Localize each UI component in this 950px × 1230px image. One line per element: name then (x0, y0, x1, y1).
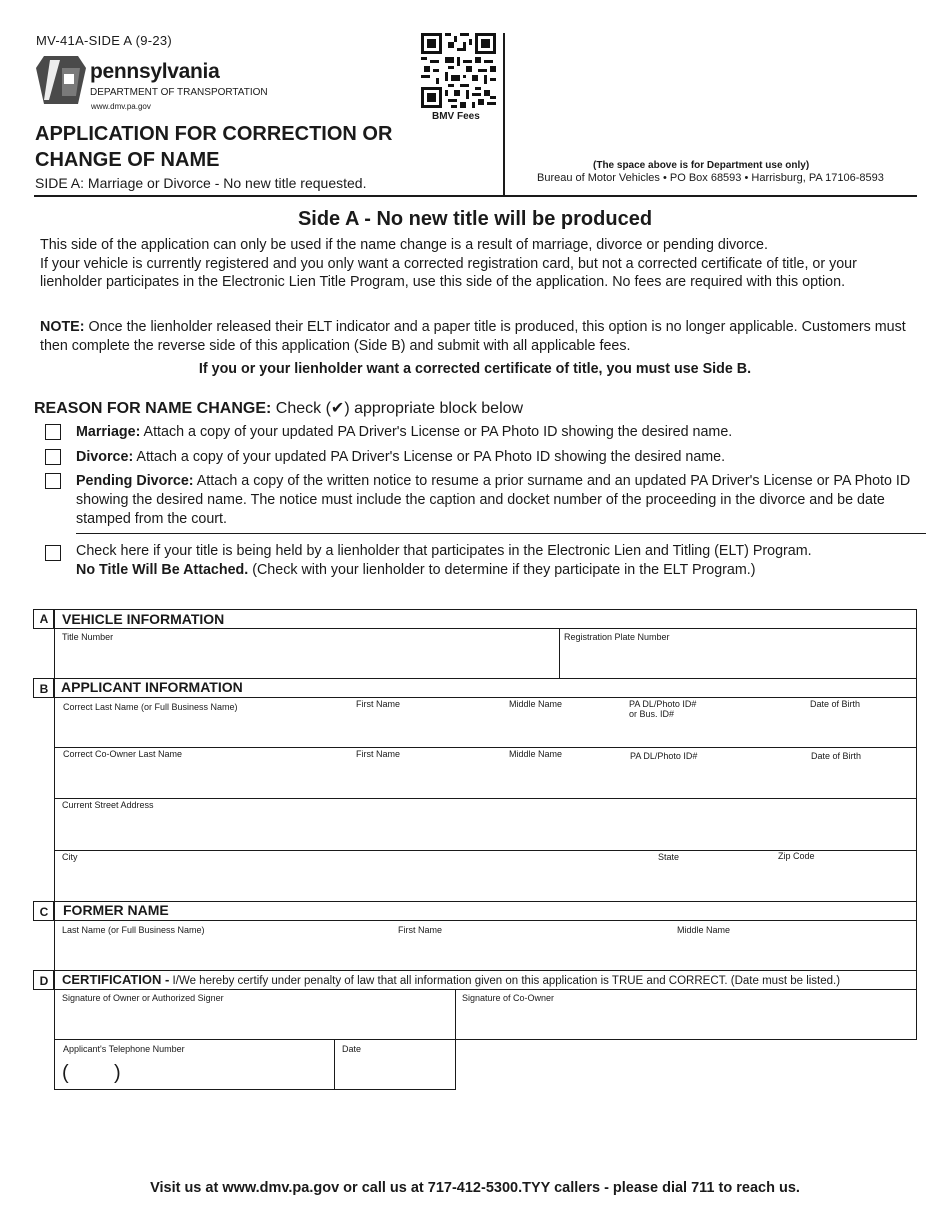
footer-contact: Visit us at www.dmv.pa.gov or call us at 717-412-5300.TYY callers - please dial 711 to reach us. (150, 1180, 800, 1196)
marriage-option-label: Marriage: (76, 424, 141, 440)
bureau-address: Bureau of Motor Vehicles • PO Box 68593 • Harrisburg, PA 17106-8593 (537, 172, 884, 184)
date-label: Date (342, 1044, 362, 1054)
applicant-dl-label-line2: or Bus. ID# (629, 709, 675, 719)
page-title-line1: APPLICATION FOR CORRECTION OR (35, 123, 393, 145)
elt-option-note (76, 561, 918, 580)
title-number-label: Title Number (62, 632, 114, 642)
reason-separator (76, 533, 926, 534)
pending-divorce-option-label: Pending Divorce: (76, 473, 194, 489)
applicant-first-name-label: First Name (356, 699, 401, 709)
street-address-label: Current Street Address (62, 800, 154, 810)
department-name: DEPARTMENT OF TRANSPORTATION (90, 87, 268, 98)
page-title (35, 121, 392, 173)
marriage-option (76, 423, 918, 442)
note-text (40, 318, 920, 355)
header-rule (34, 195, 917, 197)
page-subtitle: SIDE A: Marriage or Divorce - No new title requested. (35, 175, 367, 191)
applicant-dl-label (629, 699, 696, 719)
applicant-middle-name-label: Middle Name (509, 699, 563, 709)
intro-paragraph-1: This side of the application can only be used if the name change is a result of marriage, divorce or pending divorce. (40, 237, 768, 253)
state-label: State (658, 852, 680, 862)
divorce-checkbox[interactable] (45, 449, 61, 465)
section-b-letter: B (39, 682, 49, 696)
note-label: NOTE: (40, 319, 85, 335)
pending-divorce-option-text: Attach a copy of the written notice to resume a prior surname and an updated PA Driver's License or PA Photo ID showing the desired name. The notice must include the caption and docket number of the proceeding in the divorce and be date stamped from the court. (76, 473, 911, 527)
registration-plate-label: Registration Plate Number (564, 632, 670, 642)
former-middle-name-label: Middle Name (677, 925, 731, 935)
area-code-close-paren: ) (114, 1062, 121, 1084)
applicant-last-name-label: Correct Last Name (or Full Business Name) (63, 702, 238, 712)
certification-text: I/We hereby certify under penalty of law that all information given on this application is TRUE and CORRECT. (Date must be listed.) (169, 975, 841, 987)
header-divider (503, 33, 505, 195)
website-url: www.dmv.pa.gov (91, 102, 151, 111)
bmv-fees-label: BMV Fees (432, 111, 480, 122)
pending-divorce-option (76, 472, 918, 529)
certification-statement (62, 972, 840, 987)
owner-signature-label: Signature of Owner or Authorized Signer (62, 993, 224, 1003)
intro-text (40, 236, 920, 292)
marriage-checkbox[interactable] (45, 424, 61, 440)
section-d-title: CERTIFICATION - (62, 972, 170, 987)
street-address-field[interactable] (54, 798, 917, 851)
department-use-note: (The space above is for Department use only) (593, 160, 810, 171)
side-b-warning: If you or your lienholder want a corrected certificate of title, you must use Side B. (198, 361, 752, 377)
elt-option (76, 542, 918, 580)
side-a-heading: Side A - No new title will be produced (297, 208, 653, 230)
section-b-title: APPLICANT INFORMATION (61, 679, 243, 695)
divorce-option (76, 448, 918, 467)
title-number-field[interactable] (54, 628, 560, 679)
former-last-name-label: Last Name (or Full Business Name) (62, 925, 205, 935)
pending-divorce-checkbox[interactable] (45, 473, 61, 489)
coowner-first-name-label: First Name (356, 749, 401, 759)
section-d-letter: D (39, 974, 49, 988)
intro-paragraph-2: If your vehicle is currently registered and you only want a corrected registration card, but not a corrected certificate of title, or your lienholder participates in the Electronic Lien Title Program, use this side of the application. No fees are required with this option. (40, 255, 857, 290)
elt-option-detail: (Check with your lienholder to determine if they participate in the ELT Program.) (248, 562, 756, 578)
section-c-title: FORMER NAME (63, 902, 169, 918)
area-code-open-paren: ( (62, 1062, 69, 1084)
keystone-logo-icon (36, 56, 86, 104)
brand-name: pennsylvania (90, 60, 220, 83)
reason-heading (34, 398, 523, 418)
coowner-name-row[interactable] (54, 747, 917, 799)
zip-code-label: Zip Code (778, 851, 815, 861)
reason-label: REASON FOR NAME CHANGE: (34, 400, 272, 417)
coowner-dob-label: Date of Birth (811, 751, 862, 761)
section-a-letter: A (39, 612, 49, 626)
section-a-title: VEHICLE INFORMATION (62, 611, 225, 627)
coowner-last-name-label: Correct Co-Owner Last Name (63, 749, 183, 759)
coowner-signature-label: Signature of Co-Owner (462, 993, 555, 1003)
coowner-dl-label: PA DL/Photo ID# (630, 751, 698, 761)
elt-checkbox[interactable] (45, 545, 61, 561)
former-first-name-label: First Name (398, 925, 443, 935)
form-id: MV-41A-SIDE A (9-23) (36, 33, 173, 48)
page-title-line2: CHANGE OF NAME (35, 149, 220, 171)
city-label: City (62, 852, 78, 862)
telephone-label: Applicant's Telephone Number (63, 1044, 185, 1054)
note-body: Once the lienholder released their ELT indicator and a paper title is produced, this option is no longer applicable. Customers must then complete the reverse side of this application (Side B) and submit with all applicable fees. (40, 319, 906, 354)
coowner-middle-name-label: Middle Name (509, 749, 563, 759)
qr-code-icon (421, 33, 496, 108)
applicant-dl-label-line1: PA DL/Photo ID# (629, 699, 697, 709)
elt-option-bold: No Title Will Be Attached. (76, 562, 249, 578)
marriage-option-text: Attach a copy of your updated PA Driver's License or PA Photo ID showing the desired name. (140, 424, 733, 440)
reason-instruction: Check (✔) appropriate block below (271, 400, 524, 417)
elt-option-text: Check here if your title is being held by a lienholder that participates in the Electronic Lien and Titling (ELT) Program. (76, 543, 812, 559)
divorce-option-text: Attach a copy of your updated PA Driver's License or PA Photo ID showing the desired name. (133, 449, 726, 465)
applicant-dob-label: Date of Birth (810, 699, 861, 709)
divorce-option-label: Divorce: (76, 449, 134, 465)
section-c-letter: C (39, 905, 49, 919)
